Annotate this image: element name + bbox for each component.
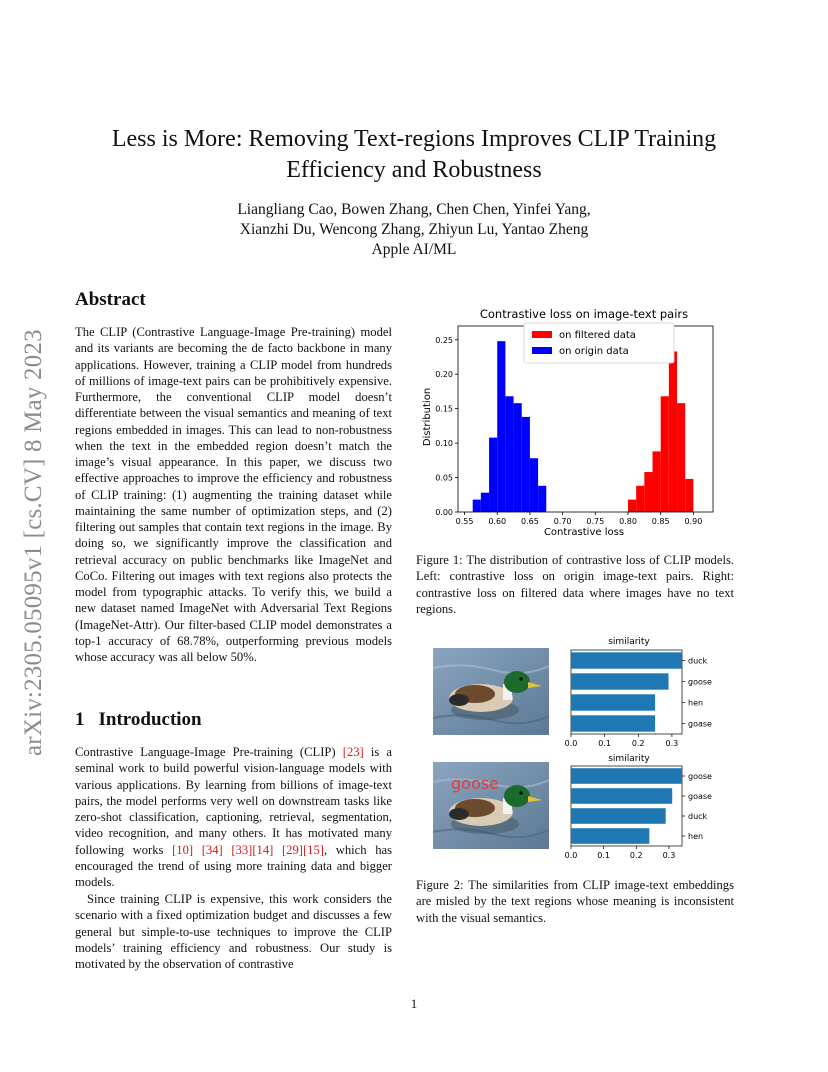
duck-photo-plain [433, 648, 549, 735]
title-line-1: Less is More: Removing Text-regions Improves CLIP Training [111, 126, 717, 152]
category-label: hen [688, 832, 704, 841]
abstract-text: The CLIP (Contrastive Language-Image Pre-training) model and its variants are becoming the de facto backbone in many applications. However, training a CLIP model from hundreds of millions of image-text pairs can be prohibitively expensive. Furthermore, the conventional CLIP model doesn’t differentiate between the visual semantics and meaning of text regions embedded in images. This can lead to non-robustness when the text in the embedded region doesn’t match the image’s visual appearance. In this paper, we discuss two effective approaches to improve the efficiency and robustness of CLIP training: (1) augmenting the training dataset while maintaining the same number of optimization steps, and (2) filtering out samples that contain text regions in the image. By doing so, we significantly improve the classification and retrieval accuracy on public benchmarks like ImageNet and CoCo. Filtering out images with text regions also protects the model from typographic attacks. To verify this, we build a new dataset named ImageNet with Adversarial Text Regions (ImageNet-Attr). Our filter-based CLIP model demonstrates a top-1 accuracy of 68.78%, outperforming previous models whose accuracy was all below 50%. [75, 325, 392, 664]
author-block [100, 200, 728, 260]
y-tick-label: 0.00 [435, 508, 453, 517]
intro-p1-b: is a seminal work to build powerful vision-language models with various applications. By learning from billions of image-text pairs, the model performs very well on downstream tasks like zero-shot classification, captioning, retrieval, segmentation, video recognition, and many others. It has motivated many following works [75, 745, 392, 857]
x-tick-label: 0.0 [564, 851, 578, 860]
y-tick-label: 0.15 [435, 404, 453, 414]
legend-swatch-origin [532, 347, 552, 354]
similarity-chart-2 [558, 752, 726, 864]
intro-heading [75, 709, 202, 731]
x-tick-label: 0.3 [665, 739, 679, 748]
duck-photo-with-text [433, 762, 549, 849]
citation-33[interactable]: [33] [231, 842, 253, 857]
legend-swatch-filtered [532, 331, 552, 338]
histogram-bar-filtered [628, 500, 636, 512]
chart-title: similarity [608, 754, 650, 764]
histogram-bar-filtered [636, 486, 644, 512]
x-tick-label: 0.2 [631, 739, 645, 748]
histogram-bar-filtered [661, 396, 669, 512]
legend-label-filtered: on filtered data [559, 330, 636, 341]
chart-legend [524, 323, 674, 363]
intro-heading-number: 1 [75, 709, 85, 730]
similarity-bar [571, 673, 669, 689]
similarity-bar [571, 715, 655, 731]
citation-34[interactable]: [34] [201, 842, 223, 857]
x-tick-label: 0.55 [455, 517, 474, 526]
page-number: 1 [410, 996, 418, 1011]
y-axis-label: Distribution [422, 387, 433, 447]
histogram-bar-origin [489, 438, 497, 512]
arxiv-stamp: arXiv:2305.05095v1 [cs.CV] 8 May 2023 [20, 329, 47, 756]
x-tick-label: 0.60 [488, 517, 507, 526]
similarity-chart-1 [558, 634, 726, 752]
similarity-bar [571, 808, 666, 824]
citation-15[interactable]: [15] [302, 842, 324, 857]
x-tick-label: 0.85 [651, 517, 670, 526]
x-tick-label: 0.75 [586, 517, 605, 526]
citation-10[interactable]: [10] [172, 842, 194, 857]
y-tick-label: 0.20 [435, 370, 453, 380]
histogram-bar-origin [522, 417, 530, 512]
similarity-bar [571, 652, 682, 668]
histogram-bar-origin [514, 403, 522, 512]
intro-paragraph-1 [75, 744, 392, 890]
similarity-bar [571, 788, 672, 804]
histogram-bar-origin [497, 341, 505, 512]
histogram-bar-origin [538, 486, 546, 512]
figure1-histogram [416, 304, 738, 540]
citation-14[interactable]: [14] [252, 842, 274, 857]
x-tick-label: 0.2 [629, 851, 643, 860]
x-tick-label: 0.3 [662, 851, 676, 860]
histogram-bar-origin [505, 396, 513, 512]
histogram-bar-filtered [685, 479, 693, 512]
duck-image [433, 648, 549, 735]
category-label: goose [688, 677, 712, 687]
x-tick-label: 0.80 [619, 517, 637, 526]
histogram-bar-filtered [677, 403, 685, 512]
category-label: goase [688, 719, 712, 729]
y-tick-label: 0.05 [435, 473, 453, 483]
category-label: goose [688, 772, 712, 781]
figure1-caption: Figure 1: The distribution of contrastive loss of CLIP models. Left: contrastive loss on origin image-text pairs. Right: contrastive loss on filtered data where images have no text regions. [416, 553, 734, 616]
figure2-caption: Figure 2: The similarities from CLIP image-text embeddings are misled by the text regions whose meaning is inconsistent with the visual semantics. [416, 878, 734, 925]
title-line-2: Efficiency and Robustness [286, 157, 542, 183]
legend-label-origin: on origin data [559, 346, 629, 357]
intro-p1-a: Contrastive Language-Image Pre-training (CLIP) [75, 745, 343, 759]
affiliation: Apple AI/ML [371, 241, 457, 258]
category-label: hen [688, 698, 704, 708]
x-tick-label: 0.90 [684, 517, 703, 526]
similarity-bar [571, 768, 682, 784]
category-label: duck [688, 656, 708, 666]
intro-heading-text: Introduction [98, 709, 202, 730]
histogram-bar-origin [481, 493, 489, 512]
x-tick-label: 0.70 [553, 517, 572, 526]
intro-paragraph-2: Since training CLIP is expensive, this work considers the scenario with a fixed optimization budget and discusses a few general but simple-to-use techniques to improve the CLIP models’ training efficiency and robustness. Our study is motivated by the observation of contrastive [75, 892, 392, 971]
x-tick-label: 0.1 [597, 851, 611, 860]
x-tick-label: 0.0 [564, 739, 578, 748]
histogram-bar-filtered [644, 472, 652, 512]
y-tick-label: 0.25 [435, 335, 453, 345]
x-tick-label: 0.65 [521, 517, 539, 526]
authors-line-2: Xianzhi Du, Wencong Zhang, Zhiyun Lu, Yantao Zheng [239, 221, 589, 238]
category-label: duck [688, 812, 708, 821]
y-tick-label: 0.10 [435, 439, 453, 449]
chart-title: Contrastive loss on image-text pairs [479, 307, 689, 321]
category-label: goase [688, 792, 712, 801]
paper-title [60, 124, 768, 186]
histogram-bar-origin [530, 458, 538, 512]
abstract-heading: Abstract [75, 289, 146, 310]
authors-line-1: Liangliang Cao, Bowen Zhang, Chen Chen, Yinfei Yang, [237, 201, 591, 218]
intro-p1-c: , which has encouraged the trend of using more training data and bigger models. [75, 842, 392, 889]
citation-29[interactable]: [29] [281, 842, 303, 857]
similarity-bar [571, 828, 649, 844]
similarity-bar [571, 694, 655, 710]
adversarial-text-overlay: goose [451, 774, 499, 793]
histogram-bar-filtered [669, 351, 677, 512]
chart-title: similarity [608, 637, 650, 647]
x-tick-label: 0.1 [598, 739, 612, 748]
histogram-bar-filtered [653, 451, 661, 512]
citation-23[interactable]: [23] [342, 745, 364, 759]
histogram-bar-origin [473, 500, 481, 512]
x-axis-label: Contrastive loss [543, 527, 625, 538]
